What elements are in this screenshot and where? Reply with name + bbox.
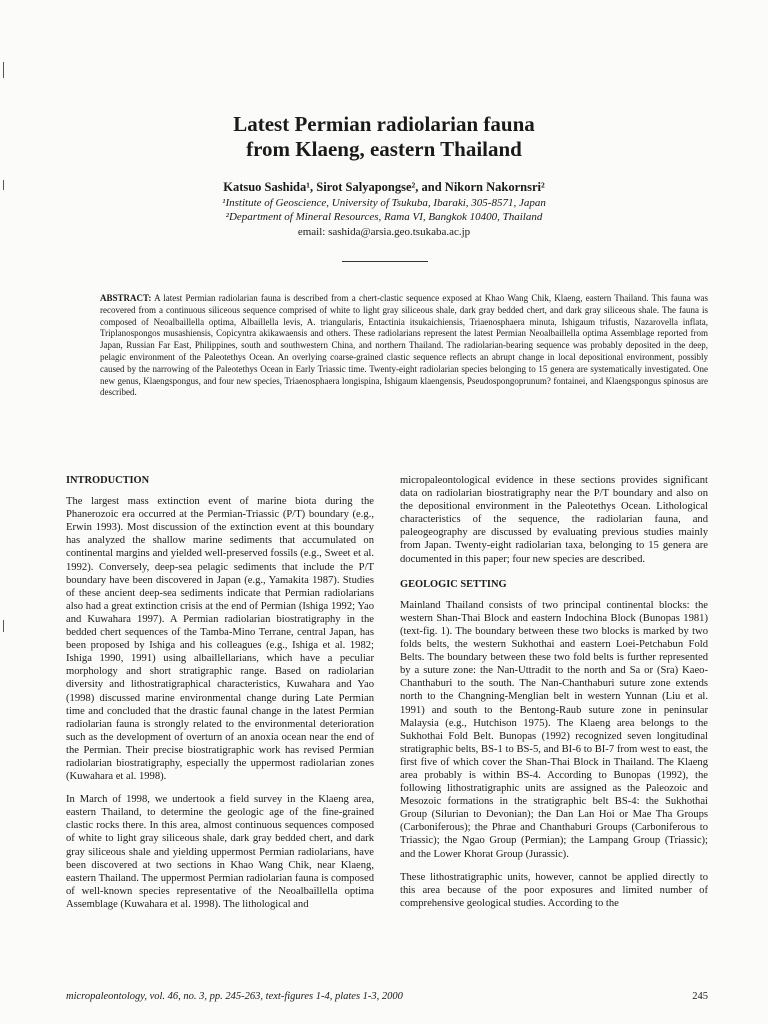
scan-edge-mark	[3, 62, 4, 78]
abstract	[100, 293, 708, 399]
right-column	[400, 474, 708, 920]
paper-title-line-1: Latest Permian radiolarian fauna	[233, 112, 535, 136]
journal-citation: micropaleontology, vol. 46, no. 3, pp. 245-263, text-figures 1-4, plates 1-3, 2000	[66, 991, 403, 1002]
body-paragraph: Mainland Thailand consists of two principal continental blocks: the western Shan-Thai Block and eastern Indochina Block (Bunopas 1981) (text-fig. 1). The boundary between these two blocks is marked by two folds belts, the western Sukhothai and eastern Loei-Petchabun Fold Belts. The boundary between these two fold belts is further represented by a suture zone: the Nan-Uttradit to the north and Sa or (Sra) Kaeo-Chanthaburi to the south. The Nan-Chanthaburi suture zone extends north to the Changning-Menglian belt in western Yunnan (Liu et al. 1991) and south to the Bentong-Raub suture zone in peninsular Malaysia (e.g., Hutchison 1975). The Klaeng area belongs to the Sukhothai Fold Belt. Bunopas (1992) recognized seven longitudinal stratigraphic belts, BS-1 to BS-5, and BI-6 to BI-7 from west to east, the first five of which cover the Shan-Thai Block in Thailand. The Klaeng area probably is within BS-4. According to Bunopas (1992), the following lithostratigraphic units are assigned as the Paleozoic and Mesozoic formations in the stratigraphic belt BS-4: the Sukhothai Group (Silurian to Devonian); the Dan Lan Hoi or Mae Tha Groups (Carboniferous); the Phrae and Chanthaburi Groups (Carboniferous to Triassic); the Ngao Group (Permian); the Lampang Group (Triassic); and the Lower Khorat Group (Jurassic).	[400, 599, 708, 860]
section-heading-geologic-setting: GEOLOGIC SETTING	[400, 578, 507, 590]
affiliation-1: ¹Institute of Geoscience, University of Tsukuba, Ibaraki, 305-8571, Japan	[222, 197, 546, 209]
paper-title-line-2: from Klaeng, eastern Thailand	[246, 137, 522, 161]
contact-email: email: sashida@arsia.geo.tsukaba.ac.jp	[297, 226, 471, 238]
section-heading-introduction: INTRODUCTION	[66, 475, 150, 486]
author-list: Katsuo Sashida¹, Sirot Salyapongse², and Nikorn Nakornsri²	[223, 180, 545, 194]
left-column	[66, 474, 374, 921]
abstract-label: ABSTRACT:	[100, 293, 152, 303]
abstract-text: A latest Permian radiolarian fauna is described from a chert-clastic sequence exposed at Khao Wang Chik, Klaeng, eastern Thailand. This fauna was recovered from a continuous siliceous sequence comprised of white to light gray siliceous shale, dark gray bedded chert, and dark gray siliceous shale. The fauna is composed of Neoalbaillella optima, Albaillella levis, A. triangularis, Entactinia itsukaichiensis, Triaenosphaera minuta, Ishigaum trifustis, Nazarovella inflata, Triplanospongos musashiensis, Copicyntra akikawaensis and others. These radiolarians represent the latest Permian Neoalbaillella optima Assemblage reported from Japan, Russian Far East, Philippines, south and southwestern China, and northern Thailand. The radiolarian-bearing sequence was probably deposited in the deep, pelagic environment of the Paleotethys Ocean. An overlying coarse-grained clastic sequence reflects an abrupt change in local depositional environment, possibly caused by the narrowing of the Paleotethys Ocean in Early Triassic time. Twenty-eight radiolarian species belonging to 15 genera are systematically investigated. One new genus, Klaengspongus, and four new species, Triaenosphaera longispina, Ishigaum klaengensis, Pseudospongoprunum? fontainei, and Klaengspongus spinosus are described.	[100, 293, 708, 398]
body-paragraph: In March of 1998, we undertook a field survey in the Klaeng area, eastern Thailand, to determine the geologic age of the fine-grained clastic rocks there. In this area, almost continuous sequences composed of white to light gray siliceous shale, dark gray bedded chert, and dark gray siliceous shale and yielding uppermost Permian radiolarians, have been discovered at two sections in Khao Wang Chik, near Klaeng, eastern Thailand. The uppermost Permian radiolarian fauna is composed of well-known species representative of the Neoalbaillella optima Assemblage (Kuwahara et al. 1998). The lithological and	[66, 794, 374, 910]
body-paragraph: The largest mass extinction event of marine biota during the Phanerozoic era occurred at the Permian-Triassic (P/T) boundary (e.g., Erwin 1993). Most discussion of the extinction event at this boundary has analyzed the shallow marine sediments that accumulated on continental margins and yielded well-preserved fossils (e.g., Sweet et al. 1992). Conversely, deep-sea pelagic sediments that include the P/T boundary have been discovered in Japan (e.g., Yamakita 1987). Studies of these ancient deep-sea sediments indicate that Permian radiolarians also had a great extinction crisis at the end of Permian (Ishiga 1992; Yao and Kuwahara 1997). A Permian radiolarian biostratigraphy in the bedded chert sequences of the Tamba-Mino Terrane, central Japan, has been proposed by Ishiga and his colleagues (e.g., Ishiga et al. 1982; Ishiga 1990, 1991) using albaillellarians, which have a peculiar morphology and short stratigraphic range. Based on radiolarian diversity and lithostratigraphical characteristics, Kuwahara and Yao (1998) discussed marine environmental change during Late Permian time and concluded that the drastic faunal change in the latest Permian radiolarian fauna is strongly related to the environmental deterioration such as the development of overturn of an anoxia ocean near the end of the Permian. Their precise biostratigraphic work has revised Permian radiolarian biostratigraphy, especially the uppermost radiolarian zones (Kuwahara et al. 1998).	[66, 496, 374, 783]
body-paragraph: micropaleontological evidence in these sections provides significant data on radiolarian biostratigraphy near the P/T boundary and also on the depositional environment in the Paleotethys Ocean. Lithological characteristics of the sequence, the radiolarian fauna, and paleogeography are discussed by evaluating previous studies mainly from Japan. Twenty-eight radiolarian taxa, belonging to 15 genera are documented in this paper; four new species are described.	[400, 475, 708, 565]
page-number: 245	[692, 991, 708, 1002]
title-divider	[342, 261, 428, 262]
body-paragraph: These lithostratigraphic units, however, cannot be applied directly to this area because of the poor exposures and limited number of comprehensive geological studies. According to the	[400, 871, 708, 909]
paper-title	[0, 112, 768, 162]
affiliations	[0, 196, 768, 224]
affiliation-2: ²Department of Mineral Resources, Rama VI, Bangkok 10400, Thailand	[225, 211, 543, 223]
scan-edge-mark	[3, 620, 4, 632]
